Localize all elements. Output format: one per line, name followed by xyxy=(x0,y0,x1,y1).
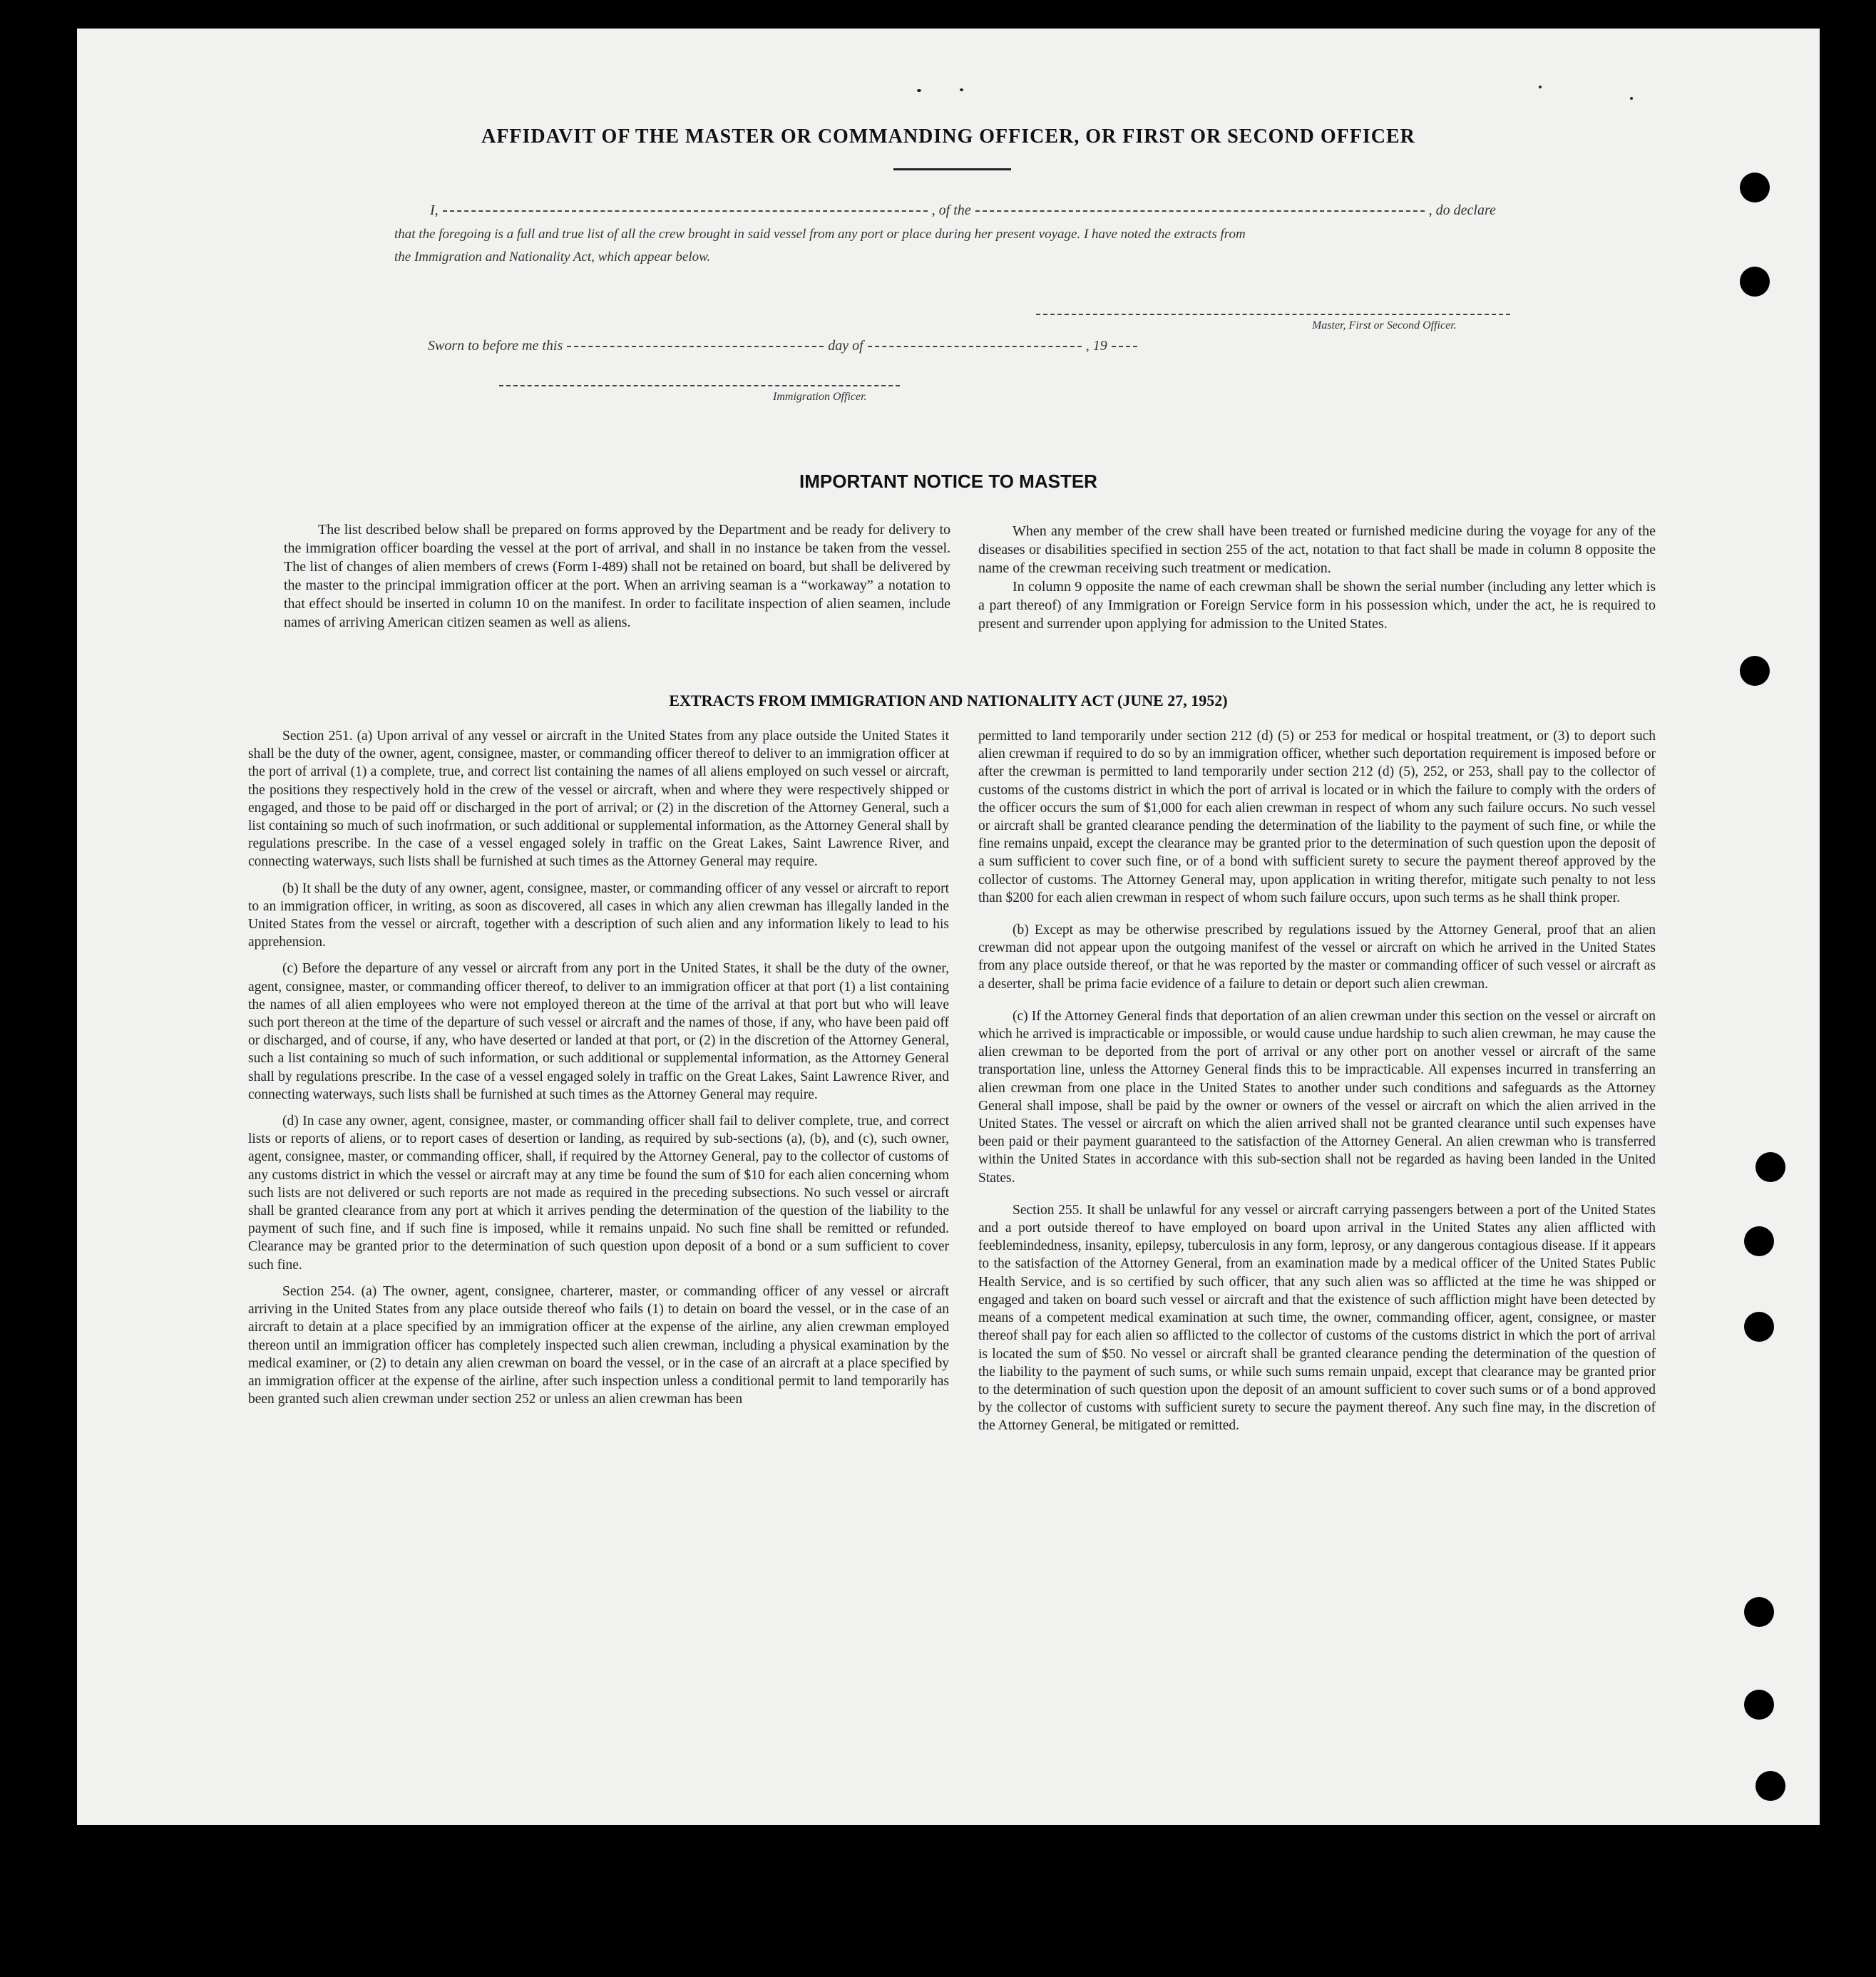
name-blank xyxy=(443,210,928,212)
punch-hole xyxy=(1744,1312,1774,1342)
punch-hole xyxy=(1755,1771,1785,1801)
vessel-blank xyxy=(975,210,1425,212)
scan-speck xyxy=(917,89,921,92)
sworn-year-blank xyxy=(1112,346,1137,347)
notice-left-column xyxy=(284,520,950,640)
sworn-month-blank xyxy=(868,346,1082,347)
punch-hole xyxy=(1744,1597,1774,1627)
punch-hole xyxy=(1744,1226,1774,1256)
punch-hole xyxy=(1755,1152,1785,1182)
statute-paragraph: (b) Except as may be otherwise prescribed by regulations issued by the Attorney General, proof that an alien crewman did not appear upon the outgoing manifest of the vessel or aircraft on which he arrived in the United States from any place outside thereof, or that he was reported by the master or commanding officer of such vessel or aircraft as a deserter, shall be prima facie evidence of a failure to detain or deport such alien crewman. xyxy=(978,923,1656,992)
sworn-year: , 19 xyxy=(1085,338,1107,354)
declaration-line-3: the Immigration and Nationality Act, which appear below. xyxy=(394,250,711,265)
title-underline xyxy=(893,168,1011,170)
statute-paragraph: Section 254. (a) The owner, agent, consignee, charterer, master, or commanding officer of any vessel or aircraft arriving in the United States from any place outside thereof who fails (1) to detain on board the vessel, or in the case of an aircraft to detain at a place specified by an immigration officer at the expense of the airline, any alien crewman employed thereon until an immigration officer has completely inspected such alien crewman, including a physical examination by the medical examiner, or (2) to detain any alien crewman on board the vessel, or in the case of an aircraft at a place specified by an immigration officer at the expense of the airline, after such inspection unless a conditional permit to land temporarily has been granted such alien crewman under section 252 or unless an alien crewman has been xyxy=(248,1283,949,1407)
notice-paragraph: When any member of the crew shall have been treated or furnished medicine during the voyage for any of the diseases or disabilities specified in section 255 of the act, notation to that fact shall be made in column 8 opposite the name of the crewman receiving such treatment or medication. xyxy=(978,523,1656,576)
notice-title: IMPORTANT NOTICE TO MASTER xyxy=(799,471,1097,492)
punch-hole xyxy=(1740,267,1770,297)
sworn-line xyxy=(428,338,1142,354)
scan-speck xyxy=(1539,86,1542,88)
extracts-title: EXTRACTS FROM IMMIGRATION AND NATIONALITY ACT (JUNE 27, 1952) xyxy=(669,692,1228,709)
declaration-of-the: , of the xyxy=(931,202,971,218)
statute-paragraph: (c) Before the departure of any vessel or aircraft from any port in the United States, it shall be the duty of the owner, agent, consignee, master, or commanding officer thereof, to deliver to an immigration officer at that port (1) a list containing the names of all alien employees who were not employed thereon at the time of the arrival at that port but who will leave such port thereon at the time of the departure of such vessel or aircraft and the names of those, if any, who have been paid off or discharged, and of course, if any, who have deserted or landed at that port, or (2) in the discretion of the Attorney General, such a list containing so much of such information, or such additional or supplemental information, as the Attorney General shall by regulations prescribe. In the case of a vessel engaged solely in traffic on the Great Lakes, Saint Lawrence River, and connecting waterways, such lists shall be furnished at such times as the Attorney General may require. xyxy=(248,961,949,1102)
extracts-right-column xyxy=(978,727,1656,1444)
statute-paragraph: permitted to land temporarily under section 212 (d) (5) or 253 for medical or hospital treatment, or (3) to deport such alien crewman if required to do so by an immigration officer, whether such deportation requirement is imposed before or after the crewman is permitted to land temporarily under section 212 (d) (5), 252, or 253, shall pay to the collector of customs of the customs district in which the port of arrival is located or in which the failure to comply with the orders of the officer occurs the sum of $1,000 for each alien crewman in respect of whom any such failure occurs. No such vessel or aircraft shall be granted clearance pending the determination of the liability to the payment of such fine, or while the fine remains unpaid, except the clearance may be granted prior to the determination of such question upon the deposit of a sum sufficient to cover such fine, or of a bond with sufficient surety to secure the payment thereof approved by the collector of customs. The Attorney General may, upon application in writing therefor, mitigate such penalty to not less than $200 for each alien crewman in respect of whom such failure occurs, upon such terms as he shall think proper. xyxy=(978,729,1656,905)
declaration-i: I, xyxy=(430,202,439,218)
statute-paragraph: (d) In case any owner, agent, consignee, master, or commanding officer shall fail to deliver complete, true, and correct lists or reports of aliens, or to report cases of desertion or landing, as required by sub-sections (a), (b), and (c), such owner, agent, consignee, master, or commanding officer, shall, if required by the Attorney General, pay to the collector of customs of any customs district in which the vessel or aircraft may at any time be found the sum of $10 for each alien concerning whom such lists are not delivered or such reports are not made as required in the preceding subsections. No such vessel or aircraft shall be granted clearance from any port at which it arrives pending the determination of the question of the liability to the payment of such fine, and if such fine is imposed, while it remains unpaid. No such fine shall be remitted or refunded. Clearance may be granted prior to the determination of such question upon deposit of a bond or a sum sufficient to cover such fine. xyxy=(248,1114,949,1273)
statute-paragraph: (c) If the Attorney General finds that deportation of an alien crewman under this section on the vessel or aircraft on which he arrived is impracticable or impossible, or would cause undue hardship to such alien crewman, he may cause the alien crewman to be deported from the port of arrival or any other port on another vessel or aircraft of the same transportation line, unless the Attorney General finds this to be impracticable. All expenses incurred in transferring an alien crewman from one place in the United States to another under such conditions and safeguards as the Attorney General shall impose, shall be paid by the owner or owners of the vessel or aircraft on which the alien arrived in the United States. The vessel or aircraft on which the alien arrived shall not be granted clearance until such expenses have been paid or their payment guaranteed to the satisfaction of the Attorney General. An alien crewman who is transferred within the United States in accordance with this sub-section shall not be regarded as having been landed in the United States. xyxy=(978,1008,1656,1186)
notice-right-column xyxy=(978,522,1656,642)
punch-hole xyxy=(1744,1690,1774,1720)
statute-paragraph: Section 255. It shall be unlawful for any vessel or aircraft carrying passengers between a port of the United States and a port outside thereof to have employed on board upon arrival in the United States any alien afflicted with feeblemindedness, insanity, epilepsy, tuberculosis in any form, leprosy, or any dangerous contagious disease. If it appears to the satisfaction of the Attorney General, from an examination made by a medical officer of the United States Public Health Service, and is so certified by such officer, that any such alien was so afflicted at the time he was shipped or engaged and taken on board such vessel or aircraft and that the existence of such affliction might have been detected by means of a competent medical examination at such time, the owner, commanding officer, agent, consignee, or master thereof shall pay for each alien so afflicted to the collector of customs of the customs district in which the port of arrival is located the sum of $50. No vessel or aircraft shall be granted clearance pending the determination of the question of the liability to the payment of such sums, or while such sums remain unpaid, except that clearance may be granted prior to the determination of such question upon the deposit of an amount sufficient to cover such sums or of a bond approved by the collector of customs with sufficient surety to secure the payment thereof. Any such fine may, in the discretion of the Attorney General, be mitigated or remitted. xyxy=(978,1202,1656,1434)
immigration-officer-label: Immigration Officer. xyxy=(773,391,867,403)
statute-paragraph: (b) It shall be the duty of any owner, agent, consignee, master, or commanding officer of any vessel or aircraft to report to an immigration officer, in writing, as soon as discovered, all cases in which any alien crewman has illegally landed in the United States from the vessel or aircraft, together with a description of such alien and any information likely to lead to his apprehension. xyxy=(248,880,949,950)
statute-paragraph: Section 251. (a) Upon arrival of any vessel or aircraft in the United States from any place outside the United States it shall be the duty of the owner, agent, consignee, master, or commanding officer thereof to deliver to an immigration officer at the port of arrival (1) a complete, true, and correct list containing the names of all aliens employed on such vessel or aircraft, the positions they respectively hold in the crew of the vessel or aircraft, when and where they were respectively shipped or engaged, and those to be paid off or discharged in the port of arrival; or (2) in the discretion of the Attorney General, such a list containing so much of such inofrmation, or such additional or supplemental information, as the Attorney General shall by regulations prescribe. In the case of a vessel engaged solely in traffic on the Great Lakes, Saint Lawrence River, and connecting waterways, such lists shall be furnished at such times as the Attorney General may require. xyxy=(248,729,949,870)
immigration-officer-signature-line xyxy=(499,385,900,386)
master-signature-line xyxy=(1036,314,1510,315)
punch-hole xyxy=(1740,656,1770,686)
notice-paragraph: The list described below shall be prepared on forms approved by the Department and be ready for delivery to the immigration officer boarding the vessel at the port of arrival, and shall in no instance be taken from the vessel. The list of changes of alien members of crews (Form I-489) shall not be retained on board, but shall be delivered by the master to the principal immigration officer at the port. When an arriving seaman is a “workaway” a notation to that effect should be inserted in column 10 on the manifest. In order to facilitate inspection of alien seamen, include names of arriving American citizen seamen as well as aliens. xyxy=(284,522,950,630)
notice-paragraph: In column 9 opposite the name of each crewman shall be shown the serial number (including any letter which is a part thereof) of any Immigration or Foreign Service form in his possession which, under the act, he is required to present and surrender upon applying for admission to the United States. xyxy=(978,579,1656,632)
sworn-text: Sworn to before me this xyxy=(428,338,563,354)
extracts-left-column xyxy=(248,727,949,1417)
form-page xyxy=(77,29,1820,1825)
sworn-day-of: day of xyxy=(828,338,863,354)
scan-speck xyxy=(960,88,963,91)
master-signature-label: Master, First or Second Officer. xyxy=(1312,319,1457,332)
declaration-line-2: that the foregoing is a full and true list of all the crew brought in said vessel from any port or place during her present voyage. I have noted the extracts from xyxy=(394,227,1246,242)
scan-speck xyxy=(1630,97,1633,100)
declaration-do-declare: , do declare xyxy=(1428,202,1496,218)
punch-hole xyxy=(1740,173,1770,202)
declaration-line-1 xyxy=(430,202,1496,219)
affidavit-title: AFFIDAVIT OF THE MASTER OR COMMANDING OFFICER, OR FIRST OR SECOND OFFICER xyxy=(481,125,1415,148)
sworn-date-blank xyxy=(567,346,824,347)
